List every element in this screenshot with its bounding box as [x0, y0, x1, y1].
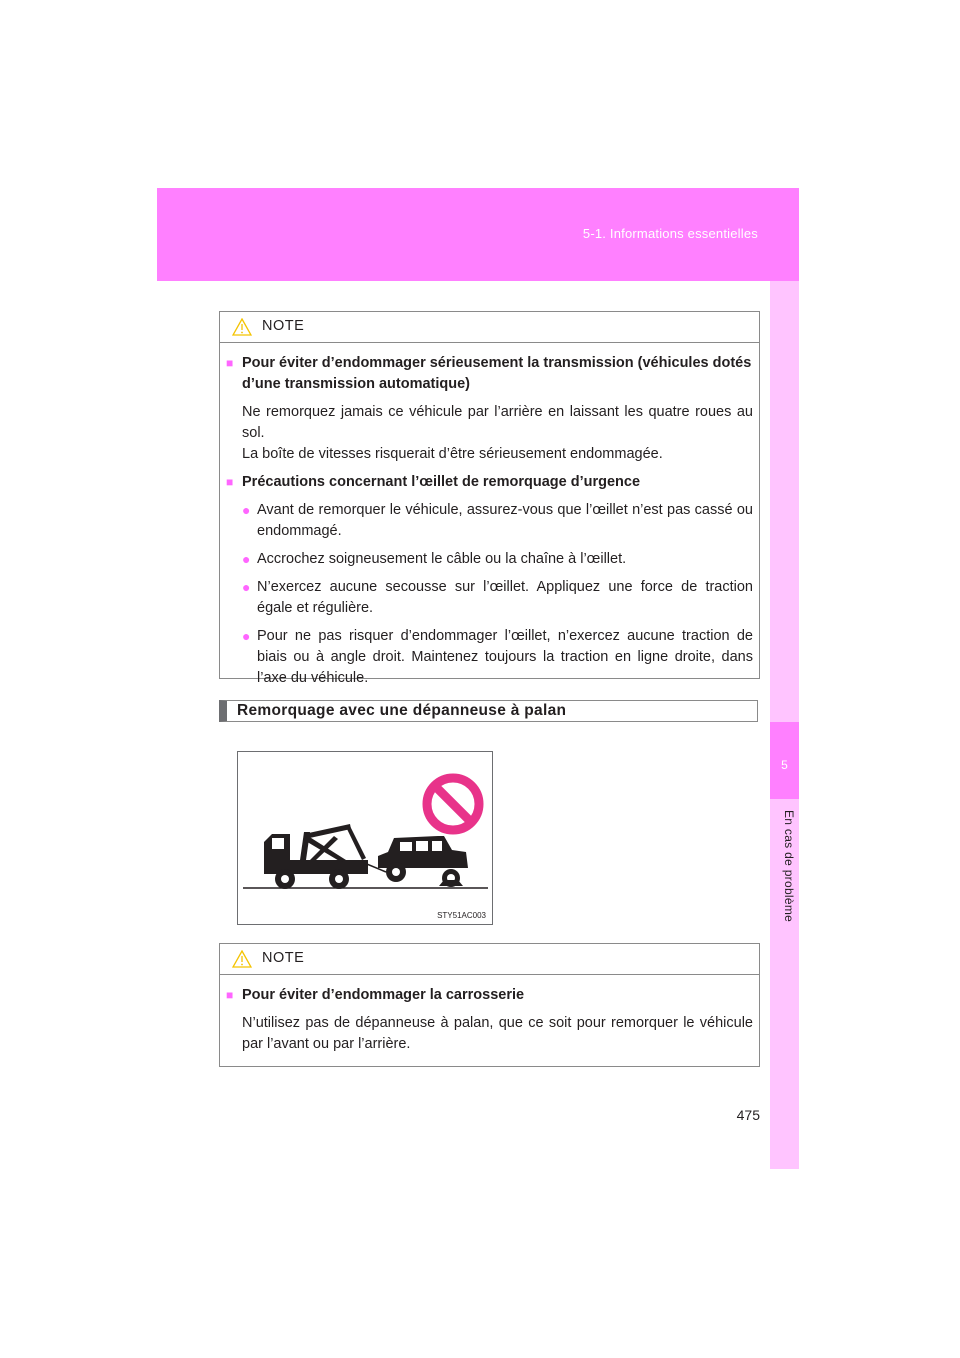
tow-truck-icon — [264, 824, 368, 889]
list-item: ● Accrochez soigneusement le câble ou la chaîne à l’œillet. — [226, 549, 753, 570]
note-header — [220, 312, 759, 343]
prohibition-icon — [427, 778, 479, 830]
paragraph: N’utilisez pas de dépanneuse à palan, que ce soit pour remorquer le véhicule par l’avant ou par l’arrière. — [242, 1015, 753, 1052]
round-bullet-icon: ● — [242, 628, 251, 644]
illustration-wheel-lift-prohibited — [237, 751, 493, 925]
chapter-title: En cas de problème — [782, 810, 796, 923]
warning-triangle-icon — [232, 318, 252, 336]
section-breadcrumb: 5-1. Informations essentielles — [582, 226, 758, 241]
illustration-code: STY51AC003 — [437, 911, 486, 920]
header-band — [157, 188, 799, 281]
list-item: ● Pour ne pas risquer d’endommager l’œillet, n’exercez aucune traction de biais ou à angle droit. Maintenez toujours la traction en ligne droite, dans l’axe du véhicule. — [226, 626, 753, 689]
square-bullet-icon: ■ — [226, 356, 234, 370]
round-bullet-icon: ● — [242, 579, 251, 595]
list-item: ● N’exercez aucune secousse sur l’œillet. Appliquez une force de traction égale et régulière. — [226, 577, 753, 619]
subheading-text: Pour éviter d’endommager sérieusement la transmission (véhicules dotés d’une transmission automatique) — [242, 355, 752, 392]
note-box-bodywork — [219, 943, 760, 1067]
chapter-number: 5 — [781, 758, 788, 772]
round-bullet-icon: ● — [242, 551, 251, 567]
paragraph: Ne remorquez jamais ce véhicule par l’arrière en laissant les quatre roues au sol. La boîte de vitesses risquerait d’être sérieusement endommagée. — [242, 404, 753, 462]
subheading-transmission — [226, 353, 753, 395]
subheading-text: Précautions concernant l’œillet de remorquage d’urgence — [242, 474, 641, 490]
subheading-bodywork — [226, 985, 753, 1006]
section-heading-text: Remorquage avec une dépanneuse à palan — [237, 702, 567, 719]
subheading-text: Pour éviter d’endommager la carrosserie — [242, 987, 525, 1003]
note-label: NOTE — [262, 318, 305, 334]
page-number: 475 — [736, 1107, 760, 1123]
square-bullet-icon: ■ — [226, 988, 234, 1002]
note-box-transmission — [219, 311, 760, 686]
tow-truck-illustration — [238, 752, 492, 924]
list-item: ● Avant de remorquer le véhicule, assurez-vous que l’œillet n’est pas cassé ou endommagé. — [226, 500, 753, 542]
note-header — [220, 944, 759, 975]
subheading-towing-eyelet — [226, 472, 753, 493]
warning-triangle-icon — [232, 950, 252, 968]
note-label: NOTE — [262, 950, 305, 966]
suv-icon — [378, 836, 468, 887]
square-bullet-icon: ■ — [226, 475, 234, 489]
section-heading — [219, 700, 758, 722]
round-bullet-icon: ● — [242, 502, 251, 518]
